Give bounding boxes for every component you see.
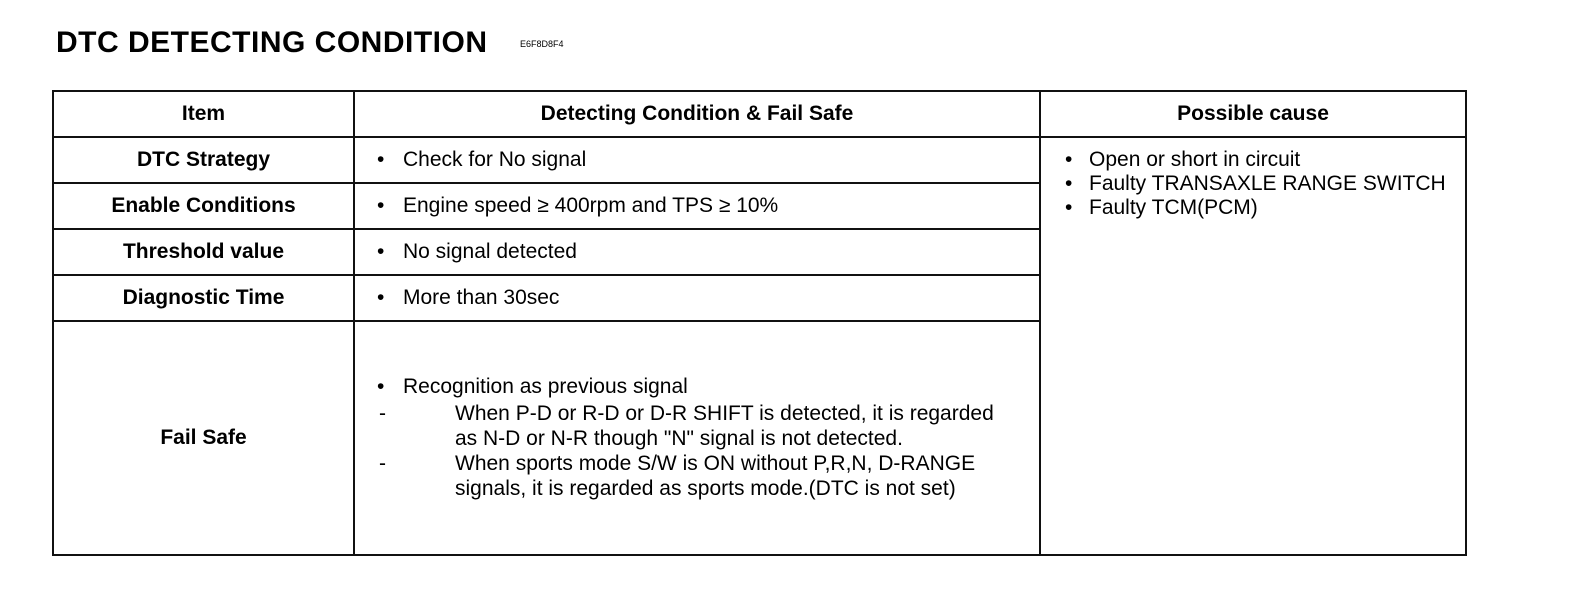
cause-item: [1065, 172, 1465, 196]
fail-safe-main: [377, 375, 1039, 399]
row-item-fail-safe: Fail Safe: [53, 321, 354, 555]
dash-icon: -: [379, 452, 386, 475]
row-item-dtc-strategy: DTC Strategy: [53, 137, 354, 183]
table-header-row: [53, 91, 1466, 137]
row-condition-threshold-value: [354, 229, 1040, 275]
dash-icon: -: [379, 402, 386, 425]
cause-text: Faulty TCM(PCM): [1089, 196, 1258, 219]
document-code: E6F8D8F4: [519, 38, 564, 49]
sub-item-text: When sports mode S/W is ON without P,R,N, D-RANGE signals, it is regarded as sports mode.(DTC is not set): [455, 452, 976, 500]
row-item-enable-conditions: Enable Conditions: [53, 183, 354, 229]
cause-item: [1065, 196, 1465, 220]
header-cause: Possible cause: [1040, 91, 1466, 137]
bullet-icon: •: [377, 240, 385, 263]
header-item: Item: [53, 91, 354, 137]
bullet-icon: •: [377, 375, 385, 398]
cause-text: Faulty TRANSAXLE RANGE SWITCH: [1089, 172, 1446, 195]
page-heading: [56, 26, 563, 60]
row-item-diagnostic-time: Diagnostic Time: [53, 275, 354, 321]
sub-item-text: When P-D or R-D or D-R SHIFT is detected, it is regarded as N-D or N-R though "N" signal is not detected.: [455, 402, 994, 450]
row-condition-diagnostic-time: [354, 275, 1040, 321]
fail-safe-sub-item: [377, 451, 1039, 501]
row-condition-dtc-strategy: [354, 137, 1040, 183]
bullet-icon: •: [1065, 172, 1073, 195]
fail-safe-sub-list: [377, 401, 1039, 501]
row-condition-fail-safe: [354, 321, 1040, 555]
cause-item: [1065, 148, 1465, 172]
possible-cause-cell: [1040, 137, 1466, 555]
bullet-icon: •: [377, 194, 385, 217]
bullet-icon: •: [377, 148, 385, 171]
header-condition: Detecting Condition & Fail Safe: [354, 91, 1040, 137]
condition-text: Engine speed ≥ 400rpm and TPS ≥ 10%: [403, 194, 779, 217]
condition-text: No signal detected: [403, 240, 577, 263]
row-condition-enable-conditions: [354, 183, 1040, 229]
condition-text: Check for No signal: [403, 148, 587, 171]
bullet-icon: •: [377, 286, 385, 309]
row-item-threshold-value: Threshold value: [53, 229, 354, 275]
bullet-icon: •: [1065, 196, 1073, 219]
condition-text: More than 30sec: [403, 286, 560, 309]
bullet-icon: •: [1065, 148, 1073, 171]
table-row: [53, 137, 1466, 183]
fail-safe-sub-item: [377, 401, 1039, 451]
dtc-condition-table: [52, 90, 1467, 556]
page-title: DTC DETECTING CONDITION: [56, 26, 488, 59]
cause-text: Open or short in circuit: [1089, 148, 1301, 171]
fail-safe-main-text: Recognition as previous signal: [403, 375, 688, 398]
